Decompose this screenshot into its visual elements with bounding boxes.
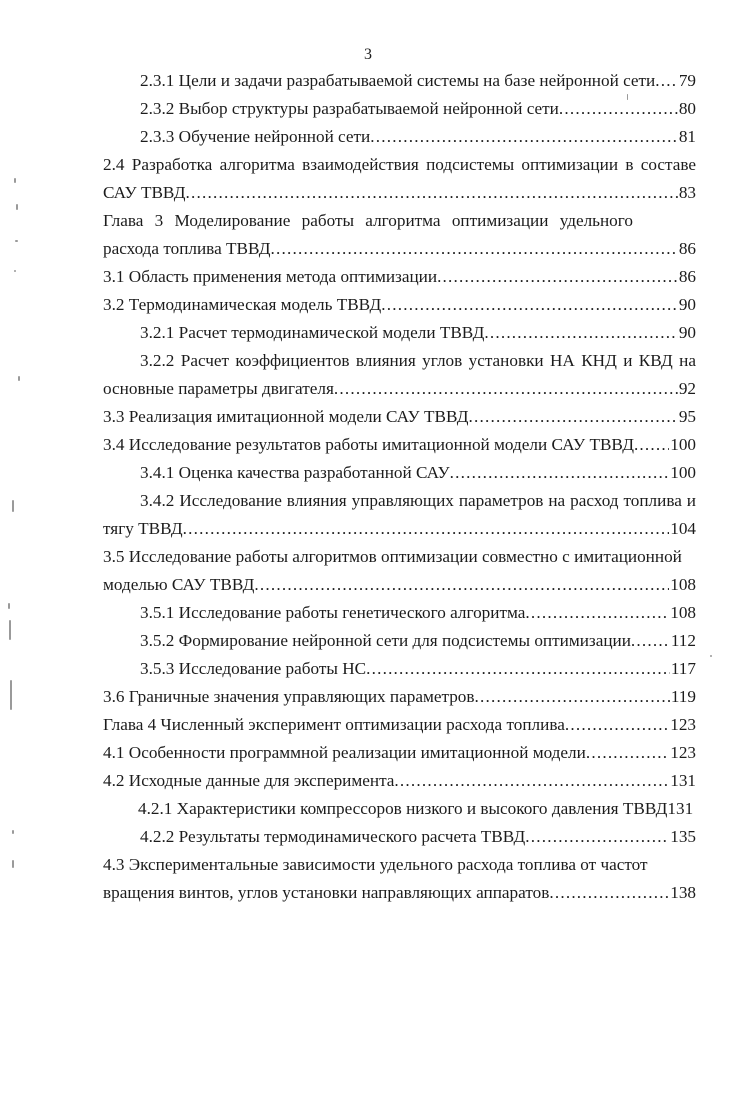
toc-entry[interactable] [103, 378, 696, 400]
toc-entry-title: 3.5.2 Формирование нейронной сети для подсистемы оптимизации [140, 631, 631, 650]
toc-entry-title: 3.2.1 Расчет термодинамической модели ТВВД [140, 323, 485, 342]
toc-entry[interactable] [140, 70, 696, 92]
toc-entry-page: 117 [670, 659, 696, 678]
toc-leader-dots [559, 98, 678, 120]
scan-mark [9, 620, 11, 640]
toc-leader-dots [450, 462, 670, 484]
toc-entry-title: 4.2 Исходные данные для эксперимента [103, 771, 395, 790]
toc-entry-first-line[interactable]: 2.4 Разработка алгоритма взаимодействия подсистемы оптимизации в составе [103, 155, 696, 174]
toc-leader-dots [549, 882, 669, 904]
toc-entry[interactable] [103, 406, 696, 428]
toc-entry[interactable] [103, 770, 696, 792]
toc-leader-dots [634, 434, 669, 456]
toc-leader-dots [437, 266, 678, 288]
toc-entry-page: 123 [670, 715, 696, 734]
toc-entry[interactable] [140, 322, 696, 344]
toc-entry-page: 86 [678, 239, 696, 258]
toc-leader-dots [381, 294, 678, 316]
toc-entry[interactable] [140, 658, 696, 680]
toc-leader-dots [185, 182, 677, 204]
toc-entry-page: 112 [670, 631, 696, 650]
toc-leader-dots [469, 406, 678, 428]
toc-entry-page: 135 [670, 827, 696, 846]
toc-entry[interactable] [103, 882, 696, 904]
toc-entry[interactable] [103, 714, 696, 736]
toc-entry-title: основные параметры двигателя [103, 379, 334, 398]
toc-entry-title: 3.5.1 Исследование работы генетического алгоритма [140, 603, 526, 622]
toc-entry-page: 80 [678, 99, 696, 118]
toc-entry-first-line[interactable]: 3.5 Исследование работы алгоритмов оптимизации совместно с имитационной [103, 547, 682, 566]
toc-entry-page: 131 [670, 771, 696, 790]
toc-leader-dots [394, 770, 669, 792]
scan-mark [8, 603, 10, 609]
toc-entry-page: 83 [678, 183, 696, 202]
toc-entry[interactable] [103, 238, 696, 260]
toc-entry[interactable] [103, 182, 696, 204]
toc-entry-title: 4.2.2 Результаты термодинамического расчета ТВВД [140, 827, 526, 846]
scan-mark [12, 500, 14, 512]
toc-entry-title: 2.3.2 Выбор структуры разрабатываемой нейронной сети [140, 99, 559, 118]
toc-entry[interactable] [103, 518, 696, 540]
toc-entry-title: 2.3.3 Обучение нейронной сети [140, 127, 371, 146]
toc-entry-first-line[interactable]: 4.3 Экспериментальные зависимости удельного расхода топлива от частот [103, 855, 648, 874]
toc-leader-dots [484, 322, 677, 344]
toc-entry[interactable] [103, 742, 696, 764]
toc-leader-dots [271, 238, 678, 260]
toc-entry-title: 3.3 Реализация имитационной модели САУ ТВВД [103, 407, 469, 426]
toc-entry-title: 2.3.1 Цели и задачи разрабатываемой системы на базе нейронной сети [140, 71, 656, 90]
toc-leader-dots [475, 686, 670, 708]
toc-leader-dots [366, 658, 670, 680]
toc-entry-title: 3.6 Граничные значения управляющих параметров [103, 687, 475, 706]
toc-leader-dots [334, 378, 678, 400]
toc-entry[interactable] [103, 686, 696, 708]
toc-entry-title: 3.4.1 Оценка качества разработанной САУ [140, 463, 450, 482]
toc-entry[interactable] [140, 826, 696, 848]
toc-entry-page: 100 [670, 435, 696, 454]
scan-mark [12, 860, 14, 868]
toc-entry[interactable] [140, 602, 696, 624]
toc-entry-page: 119 [670, 687, 696, 706]
toc-entry-page: 104 [670, 519, 696, 538]
scan-mark [10, 680, 12, 710]
toc-entry[interactable] [103, 266, 696, 288]
toc-entry-page: 138 [670, 883, 696, 902]
toc-entry[interactable] [140, 126, 696, 148]
toc-entry-page: 90 [678, 323, 696, 342]
toc-entry-first-line[interactable]: Глава 3 Моделирование работы алгоритма оптимизации удельного [103, 211, 633, 230]
toc-entry-page: 81 [678, 127, 696, 146]
toc-leader-dots [655, 70, 678, 92]
toc-entry-page: 108 [670, 603, 696, 622]
toc-leader-dots [525, 826, 669, 848]
toc-entry-title: 3.5.3 Исследование работы НС [140, 659, 367, 678]
scan-mark [14, 270, 16, 272]
toc-entry-title: тягу ТВВД [103, 519, 183, 538]
toc-entry[interactable] [140, 630, 696, 652]
scan-mark [12, 830, 14, 834]
toc-leader-dots [254, 574, 669, 596]
toc-entry-title: 3.1 Область применения метода оптимизации [103, 267, 438, 286]
toc-entry-page: 108 [670, 575, 696, 594]
toc-entry-title: 4.1 Особенности программной реализации имитационной модели [103, 743, 586, 762]
toc-leader-dots [183, 518, 670, 540]
toc-entry[interactable] [140, 462, 696, 484]
toc-entry-page: 92 [678, 379, 696, 398]
toc-entry-title: Глава 4 Численный эксперимент оптимизации расхода топлива [103, 715, 565, 734]
toc-entry-page: 123 [670, 743, 696, 762]
toc-entry-title: моделью САУ ТВВД [103, 575, 255, 594]
toc-entry-page: 95 [678, 407, 696, 426]
toc-entry-page: 86 [678, 267, 696, 286]
toc-entry-title: расхода топлива ТВВД [103, 239, 271, 258]
toc-leader-dots [525, 602, 669, 624]
toc-entry[interactable]: 4.2.1 Характеристики компрессоров низкого и высокого давления ТВВД131 [138, 799, 694, 818]
toc-entry-first-line[interactable]: 3.4.2 Исследование влияния управляющих параметров на расход топлива и [140, 491, 696, 510]
toc-leader-dots [631, 630, 670, 652]
toc-leader-dots [565, 714, 669, 736]
toc-entry-page: 100 [670, 463, 696, 482]
toc-entry-title: вращения винтов, углов установки направляющих аппаратов [103, 883, 550, 902]
toc-entry-page: 79 [678, 71, 696, 90]
scan-mark [627, 94, 628, 100]
toc-entry[interactable] [103, 574, 696, 596]
toc-entry-title: САУ ТВВД [103, 183, 186, 202]
toc-entry-page: 90 [678, 295, 696, 314]
scan-mark [14, 178, 16, 183]
toc-entry[interactable] [140, 98, 696, 120]
page-number: 3 [364, 46, 372, 63]
toc-leader-dots [370, 126, 678, 148]
scan-mark [15, 240, 18, 242]
scan-mark [16, 204, 18, 210]
toc-entry-title: 3.4 Исследование результатов работы имитационной модели САУ ТВВД [103, 435, 634, 454]
scan-mark [710, 655, 712, 657]
toc-entry-title: 3.2 Термодинамическая модель ТВВД [103, 295, 382, 314]
toc-leader-dots [586, 742, 669, 764]
scan-mark [18, 376, 20, 381]
toc-entry[interactable] [103, 294, 696, 316]
toc-entry-first-line[interactable]: 3.2.2 Расчет коэффициентов влияния углов установки НА КНД и КВД на [140, 351, 696, 370]
toc-entry[interactable] [103, 434, 696, 456]
